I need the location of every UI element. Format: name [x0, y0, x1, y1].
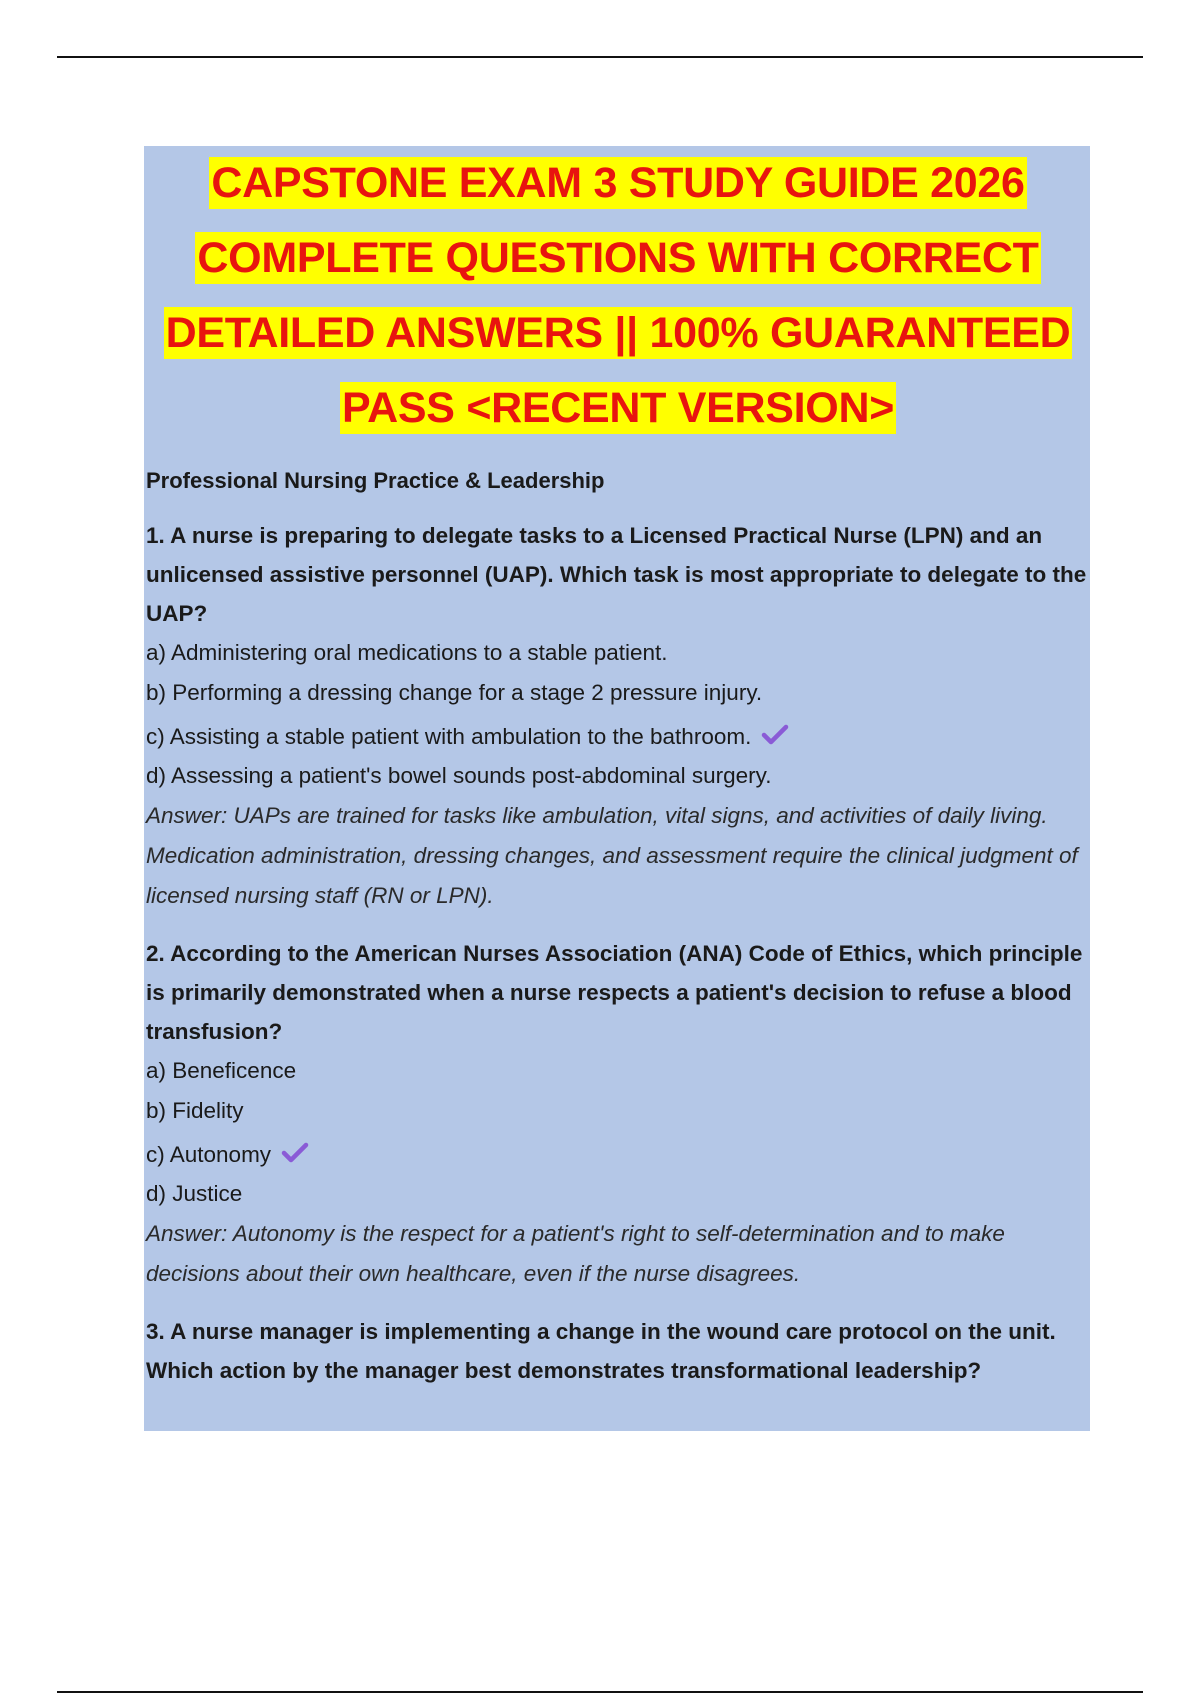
answer-option: a) Beneficence [146, 1058, 297, 1084]
bottom-rule [57, 1691, 1143, 1693]
option-label: c) Autonomy [146, 1142, 272, 1168]
answer-option-correct [146, 1131, 1090, 1180]
question-text: 3. A nurse manager is implementing a change in the wound care protocol on the unit. Which action by the manager best demonstrates transformational leadership? [146, 1319, 1056, 1384]
question-text: 2. According to the American Nurses Association (ANA) Code of Ethics, which principle is primarily demonstrated when a nurse respects a patient's decision to refuse a blood transfusion? [146, 941, 1083, 1045]
question-block-3 [146, 1312, 1090, 1390]
answer-explanation: Answer: UAPs are trained for tasks like ambulation, vital signs, and activities of daily living. Medication administration, dressing changes, and assessment require the clinical judgment of licensed nursing staff (RN or LPN). [146, 803, 1078, 909]
checkmark-icon [281, 1132, 309, 1180]
title-line-2: COMPLETE QUESTIONS WITH CORRECT [197, 234, 1039, 282]
answer-option: b) Fidelity [146, 1098, 244, 1124]
document-title [146, 146, 1090, 446]
answer-option: d) Assessing a patient's bowel sounds post-abdominal surgery. [146, 763, 772, 789]
checkmark-icon [761, 714, 789, 762]
answer-option: b) Performing a dressing change for a stage 2 pressure injury. [146, 680, 763, 705]
section-heading: Professional Nursing Practice & Leadership [146, 468, 605, 493]
top-rule [57, 56, 1143, 58]
answer-option-correct [146, 713, 1090, 762]
title-line-1: CAPSTONE EXAM 3 STUDY GUIDE 2026 [211, 159, 1025, 207]
answer-option: d) Justice [146, 1181, 243, 1207]
question-block-1 [146, 516, 1090, 916]
answer-explanation: Answer: Autonomy is the respect for a patient's right to self-determination and to make decisions about their own healthcare, even if the nurse disagrees. [146, 1221, 1005, 1287]
study-guide-panel [144, 146, 1090, 1431]
title-line-3: DETAILED ANSWERS || 100% GUARANTEED [165, 309, 1071, 357]
title-line-4: PASS <RECENT VERSION> [341, 384, 895, 432]
option-label: c) Assisting a stable patient with ambulation to the bathroom. [146, 724, 752, 749]
question-text: 1. A nurse is preparing to delegate tasks to a Licensed Practical Nurse (LPN) and an unlicensed assistive personnel (UAP). Which task is most appropriate to delegate to the UAP? [146, 523, 1087, 626]
question-block-2 [146, 934, 1090, 1294]
answer-option: a) Administering oral medications to a stable patient. [146, 640, 668, 665]
